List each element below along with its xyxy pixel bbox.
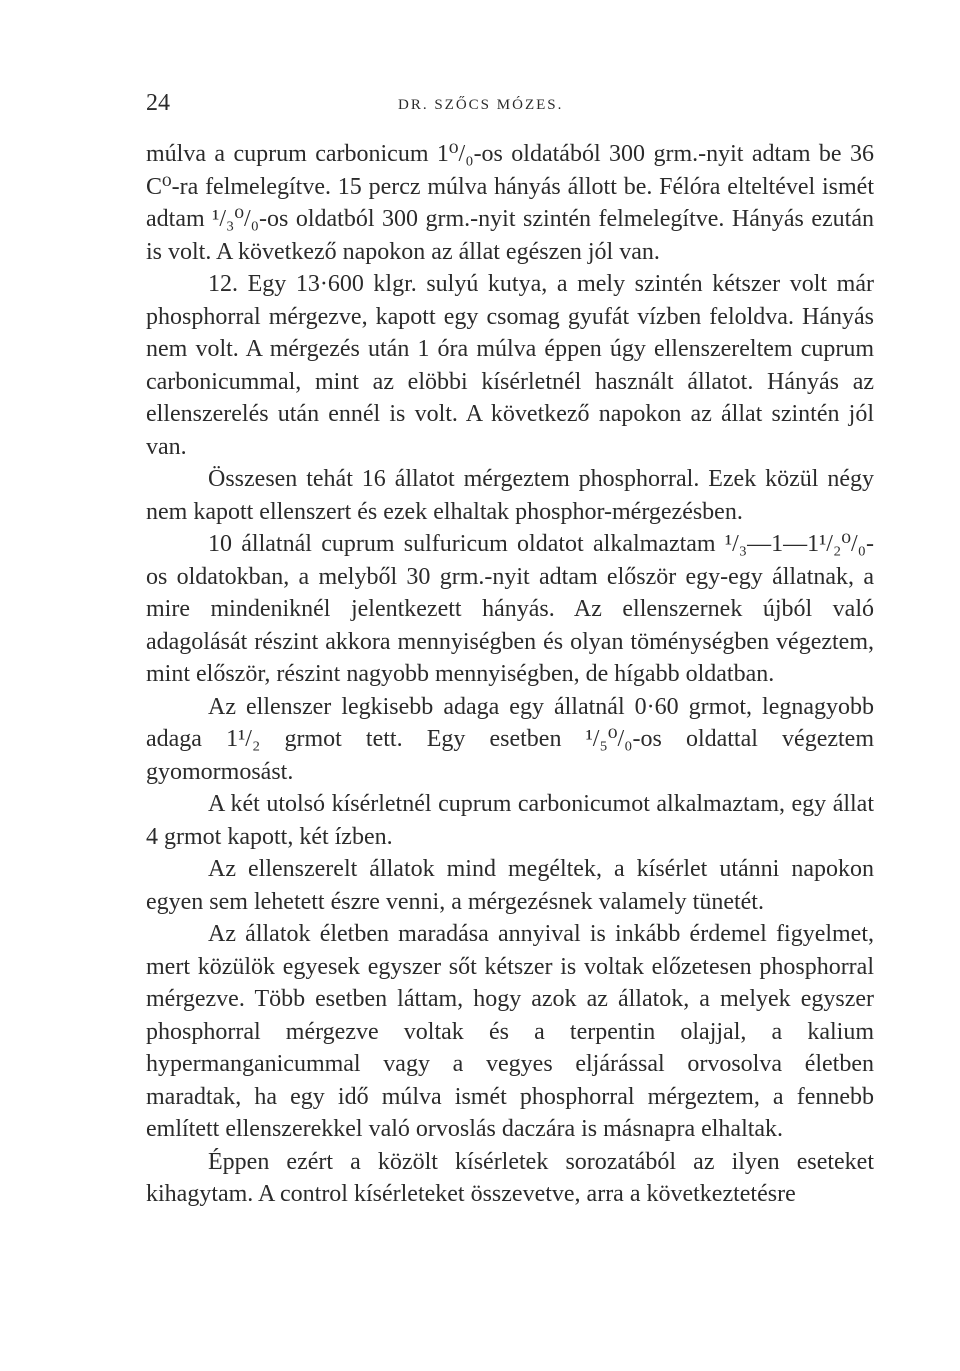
body-text <box>146 138 874 1211</box>
paragraph-1: múlva a cuprum carbonicum 1⁰/₀-os oldatából 300 grm.-nyit adtam be 36 C⁰-ra felmelegítve. 15 percz múlva hányás állott be. Félóra elteltével ismét adtam ¹/₃⁰/₀-os oldatból 300 grm.-nyit szintén felmelegítve. Hányás ezután is volt. A következő napokon az állat egészen jól van. <box>146 141 874 265</box>
paragraph-7: Az ellenszerelt állatok mind megéltek, a kísérlet utánni napokon egyen sem lehetett észre venni, a mérgezésnek valamely tünetét. <box>146 856 874 915</box>
paragraph-9: Éppen ezért a közölt kísérletek sorozatából az ilyen eseteket kihagytam. A control kísérleteket összevetve, arra a következtetésre <box>146 1148 874 1207</box>
paragraph-2: 12. Egy 13·600 klgr. sulyú kutya, a mely szintén kétszer volt már phosphorral mérgezve, kapott egy csomag gyufát vízben feloldva. Hányás nem volt. A mérgezés után 1 óra múlva éppen úgy ellenszereltem cuprum carbonicummal, mint az elöbbi kísérletnél használt állatot. Hányás az ellenszerelés után ennél is volt. A következő napokon az állat szintén jól van. <box>146 271 874 460</box>
paragraph-4: 10 állatnál cuprum sulfuricum oldatot alkalmaztam ¹/₃—1—1¹/₂⁰/₀-os oldatokban, a melyből 30 grm.-nyit adtam először egy-egy állatnak, a mire mindeniknél jelentkezett hányás. Az ellenszernek újból való adagolását részint akkora mennyiségben és olyan töménységben végeztem, mint először, részint nagyobb mennyiségben, de hígabb oldatban. <box>146 531 874 687</box>
paragraph-6: A két utolsó kísérletnél cuprum carbonicumot alkalmaztam, egy állat 4 grmot kapott, két ízben. <box>146 791 874 850</box>
paragraph-8: Az állatok életben maradása annyival is inkább érdemel figyelmet, mert közülök egyesek egyszer sőt kétszer is voltak előzetesen phosphorral mérgezve. Több esetben láttam, hogy azok az állatok, a melyek egyszer phosphorral mérgezve voltak és a terpentin olajjal, a kalium hypermanganicummal vagy a vegyes eljárással orvosolva életben maradtak, ha egy idő múlva ismét phosphorral mérgeztem, a fennebb említett ellenszerekkel való orvoslás daczára is másnapra elhaltak. <box>146 921 874 1142</box>
page-number: 24 <box>146 90 170 116</box>
running-title: DR. SZŐCS MÓZES. <box>398 97 564 113</box>
paragraph-5: Az ellenszer legkisebb adaga egy állatnál 0·60 grmot, legnagyobb adaga 1¹/₂ grmot tett. Egy esetben ¹/₅⁰/₀-os oldattal végeztem gyomormosást. <box>146 693 874 785</box>
paragraph-3: Összesen tehát 16 állatot mérgeztem phosphorral. Ezek közül négy nem kapott ellenszert és ezek elhaltak phosphor-mérgezésben. <box>146 466 874 525</box>
running-head <box>146 82 874 130</box>
